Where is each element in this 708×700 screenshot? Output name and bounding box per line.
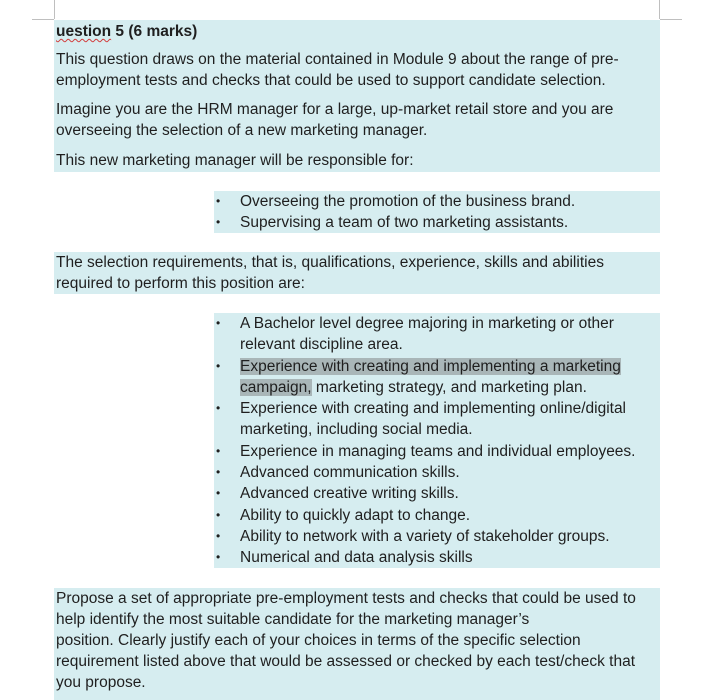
bullet-icon: • bbox=[216, 550, 221, 565]
list-item-text: Overseeing the promotion of the business brand. bbox=[240, 193, 576, 210]
question-heading-rest: 5 (6 marks) bbox=[111, 23, 198, 40]
responsibilities-list-block bbox=[214, 191, 660, 233]
bullet-icon: • bbox=[216, 401, 221, 416]
list-item bbox=[214, 547, 660, 568]
margin-guide-right-horizontal bbox=[660, 19, 682, 20]
intro-paragraph-2: Imagine you are the HRM manager for a large, up-market retail store and you are overseeing the selection of a new marketing manager. bbox=[56, 101, 614, 139]
list-item bbox=[214, 356, 660, 399]
list-item-text: Numerical and data analysis skills bbox=[240, 549, 473, 567]
task-block bbox=[54, 588, 660, 700]
question-intro-block bbox=[54, 20, 660, 172]
task-text-line-2: position. Clearly justify each of your choices in terms of the specific selection requirement listed above that would be assessed or checked by each test/check that you propose. bbox=[56, 632, 636, 691]
list-item-text: Advanced communication skills. bbox=[240, 464, 460, 482]
task-text-line-1: Propose a set of appropriate pre-employment tests and checks that could be used to help identify the most suitable candidate for the marketing manager’s bbox=[56, 590, 636, 628]
list-item-text: Ability to quickly adapt to change. bbox=[240, 506, 471, 524]
margin-guide-left-horizontal bbox=[32, 19, 54, 20]
requirements-intro-block bbox=[54, 252, 660, 294]
list-item bbox=[214, 398, 660, 441]
requirements-list-block bbox=[214, 313, 660, 568]
bullet-icon: • bbox=[216, 528, 221, 543]
responsibilities-list bbox=[214, 191, 660, 233]
bullet-icon: • bbox=[216, 316, 221, 330]
margin-guide-left-vertical bbox=[54, 0, 55, 19]
list-item bbox=[214, 441, 660, 462]
list-item-text: Ability to network with a variety of stakeholder groups. bbox=[240, 527, 610, 545]
bullet-icon: • bbox=[216, 215, 221, 229]
bullet-icon: • bbox=[216, 507, 221, 522]
requirements-list bbox=[214, 313, 660, 569]
list-item-text: Experience with creating and implementing online/digital marketing, including social media. bbox=[240, 400, 627, 439]
list-item bbox=[214, 462, 660, 483]
list-item-text: Experience in managing teams and individual employees. bbox=[240, 442, 636, 460]
bullet-icon: • bbox=[216, 194, 221, 208]
bullet-icon: • bbox=[216, 465, 221, 480]
list-item-text: Supervising a team of two marketing assistants. bbox=[240, 214, 569, 231]
list-item bbox=[214, 191, 660, 212]
list-item bbox=[214, 212, 660, 233]
list-item-text: marketing strategy, and marketing plan. bbox=[311, 378, 587, 396]
margin-guide-right-vertical bbox=[659, 0, 660, 19]
bullet-icon: • bbox=[216, 486, 221, 501]
list-item-text: Advanced creative writing skills. bbox=[240, 485, 459, 503]
intro-paragraph-3: This new marketing manager will be responsible for: bbox=[56, 152, 414, 169]
intro-paragraph-1: This question draws on the material contained in Module 9 about the range of pre-employment tests and checks that could be used to support candidate selection. bbox=[56, 51, 619, 89]
list-item bbox=[214, 313, 660, 356]
list-item bbox=[214, 505, 660, 526]
requirements-intro-text: The selection requirements, that is, qualifications, experience, skills and abilities required to perform this position are: bbox=[56, 254, 604, 292]
list-item-text: A Bachelor level degree majoring in marketing or other relevant discipline area. bbox=[240, 315, 614, 354]
bullet-icon: • bbox=[216, 443, 221, 458]
list-item bbox=[214, 526, 660, 547]
list-item bbox=[214, 483, 660, 504]
bullet-icon: • bbox=[216, 358, 221, 373]
question-heading bbox=[56, 21, 658, 42]
question-heading-prefix: uestion bbox=[56, 23, 112, 40]
highlighted-text[interactable]: Experience with creating and implementing a marketing campaign, bbox=[240, 357, 621, 396]
